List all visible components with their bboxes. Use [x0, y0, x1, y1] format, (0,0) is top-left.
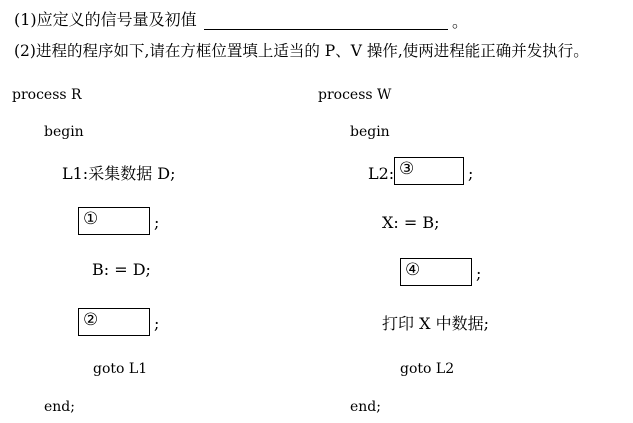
question-1-text: (1)应定义的信号量及初值 — [14, 10, 197, 29]
answer-blank-line — [204, 29, 448, 30]
process-w-end: end; — [350, 399, 381, 415]
process-w-goto-line: goto L2 — [400, 361, 455, 377]
process-r-semicolon-2: ; — [154, 314, 160, 333]
process-w-semicolon-3: ; — [468, 164, 474, 183]
process-r-end: end; — [44, 399, 75, 415]
answer-box-3-label: ③ — [399, 159, 415, 179]
question-2-text: (2)进程的程序如下,请在方框位置填上适当的 P、V 操作,使两进程能正确并发执行。 — [14, 42, 589, 60]
process-w-begin: begin — [350, 124, 390, 140]
process-r-begin: begin — [44, 124, 84, 140]
process-r-l1-line: L1:采集数据 D; — [62, 164, 176, 183]
answer-box-2[interactable] — [78, 308, 150, 336]
answer-box-1-label: ① — [83, 209, 99, 229]
process-r-header: process R — [12, 87, 82, 103]
process-r-assign-line: B: = D; — [92, 260, 151, 279]
question-1-end-mark: 。 — [452, 12, 469, 31]
answer-box-4[interactable] — [400, 258, 472, 286]
process-w-semicolon-4: ; — [476, 264, 482, 283]
process-w-assign-line: X: = B; — [382, 213, 440, 232]
process-r-semicolon-1: ; — [154, 213, 160, 232]
process-w-header: process W — [318, 87, 392, 103]
process-w-print-line: 打印 X 中数据; — [382, 314, 489, 333]
answer-box-1[interactable] — [78, 207, 150, 235]
answer-box-3[interactable] — [394, 157, 464, 185]
process-w-l2-label: L2: — [368, 164, 395, 183]
process-r-goto-line: goto L1 — [93, 361, 148, 377]
answer-box-2-label: ② — [83, 310, 99, 330]
answer-box-4-label: ④ — [405, 260, 421, 280]
